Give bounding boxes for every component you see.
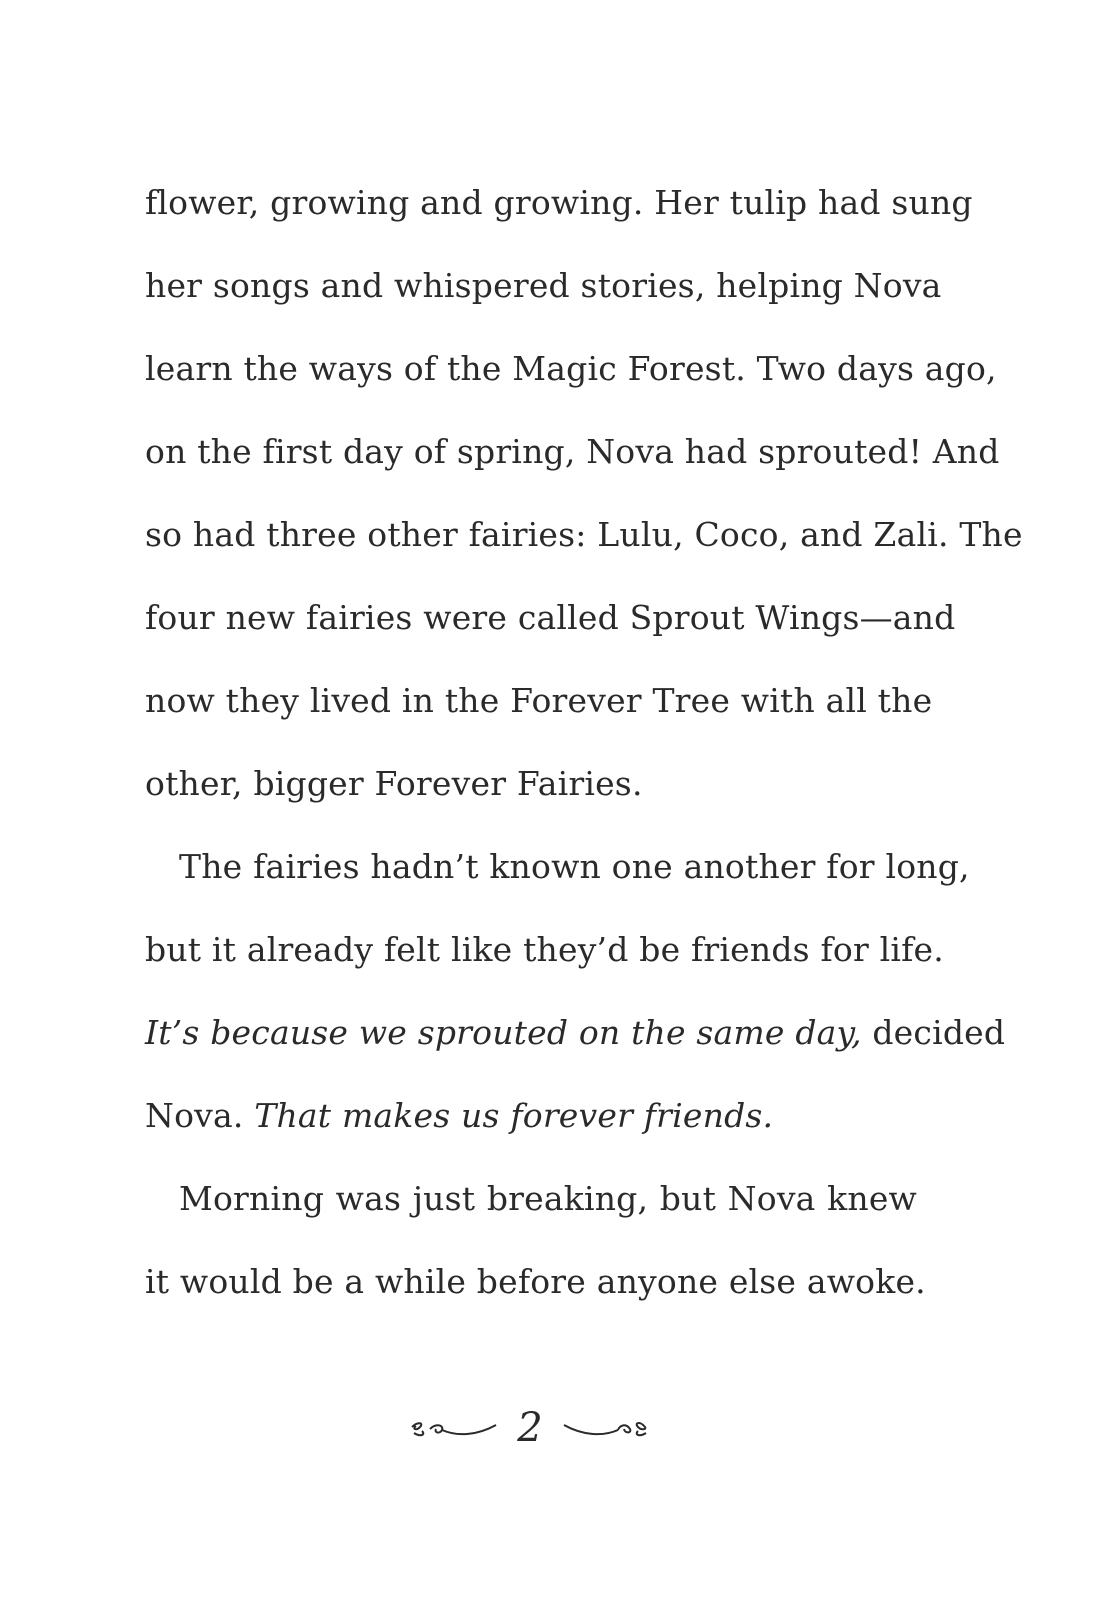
text-line: now they lived in the Forever Tree with all the	[145, 681, 933, 720]
text-line: Morning was just breaking, but Nova knew	[179, 1179, 917, 1218]
text-line: flower, growing and growing. Her tulip had sung	[145, 183, 973, 222]
text-line: The fairies hadn’t known one another for long,	[179, 847, 970, 886]
text-line: it would be a while before anyone else awoke.	[145, 1262, 926, 1301]
text-line	[145, 1091, 917, 1174]
text-line	[145, 1008, 1006, 1091]
text-line: other, bigger Forever Fairies.	[145, 764, 643, 803]
italic-text: That makes us forever friends.	[254, 1096, 774, 1135]
italic-text: It’s because we sprouted on the same day,	[145, 1013, 862, 1052]
page-number: 2	[517, 1405, 543, 1451]
page-footer	[400, 1403, 660, 1453]
roman-text: decided	[861, 1013, 1006, 1052]
text-line: but it already felt like they’d be friends for life.	[145, 930, 944, 969]
roman-text: Nova.	[145, 1096, 255, 1135]
text-line: on the first day of spring, Nova had sprouted! And	[145, 432, 1000, 471]
right-flourish-icon	[559, 1413, 654, 1443]
body-text	[145, 178, 1023, 1340]
text-line: learn the ways of the Magic Forest. Two days ago,	[145, 349, 997, 388]
text-line: her songs and whispered stories, helping Nova	[145, 266, 942, 305]
left-flourish-icon	[406, 1413, 501, 1443]
text-line: four new fairies were called Sprout Wings—and	[145, 598, 956, 637]
text-line: so had three other fairies: Lulu, Coco, and Zali. The	[145, 515, 1023, 554]
